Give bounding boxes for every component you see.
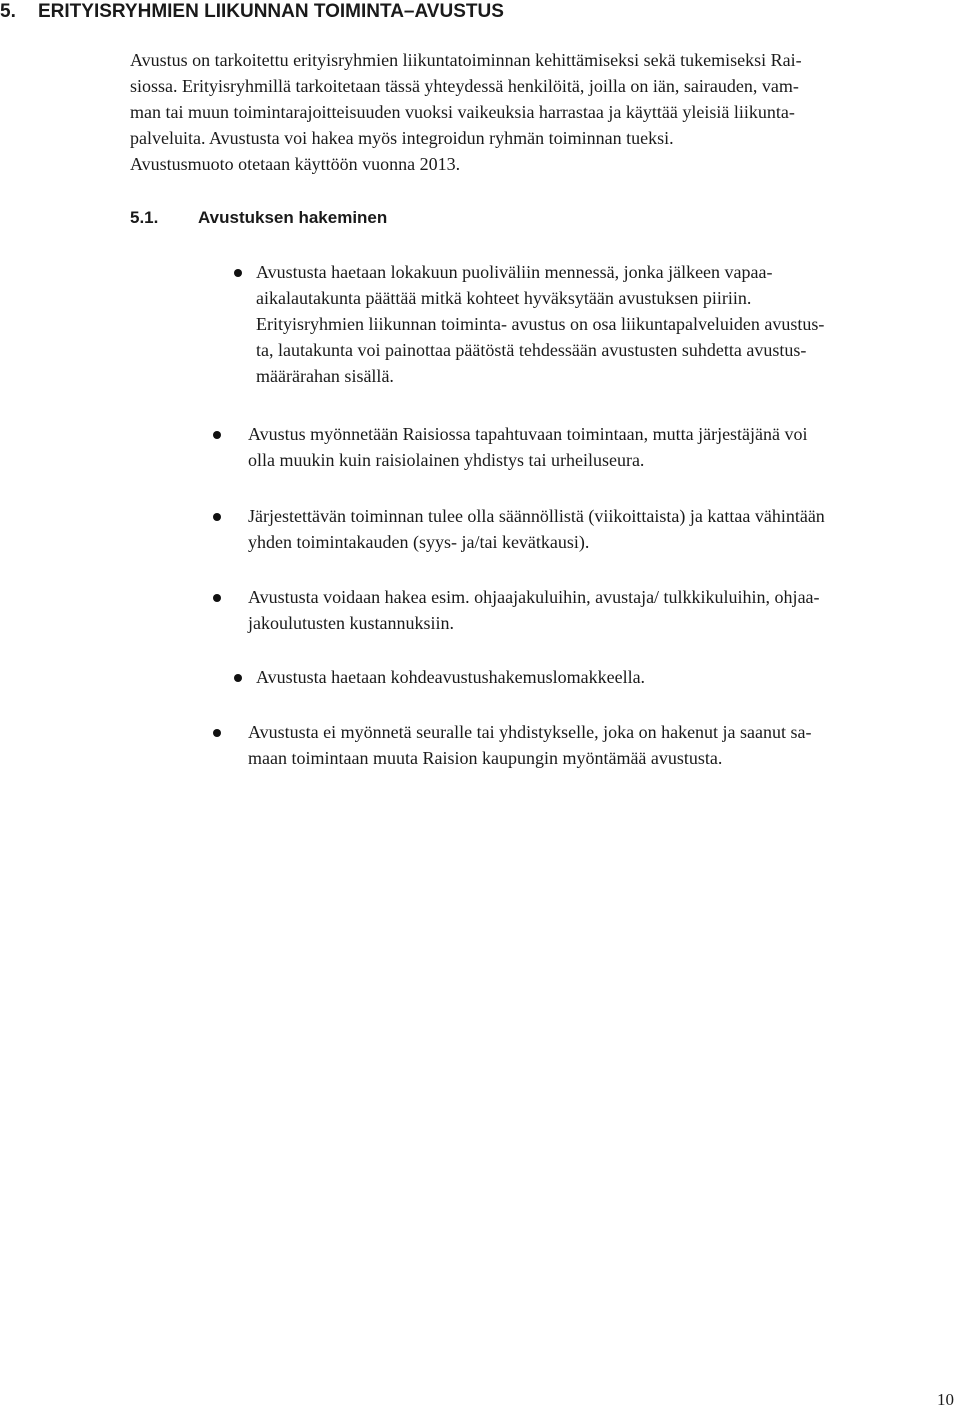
bullet-text bbox=[248, 421, 808, 473]
bullet-dot-icon bbox=[213, 729, 221, 737]
bullet-line: Avustusta haetaan lokakuun puoliväliin mennessä, jonka jälkeen vapaa- bbox=[256, 262, 773, 282]
bullet-line: Avustusta voidaan hakea esim. ohjaajakuluihin, avustaja/ tulkkikuluihin, ohjaa- bbox=[248, 587, 820, 607]
intro-line: siossa. Erityisryhmillä tarkoitetaan tässä yhteydessä henkilöitä, joilla on iän, sairauden, vam- bbox=[130, 76, 799, 96]
page-number: 10 bbox=[937, 1390, 954, 1409]
bullet-line: yhden toimintakauden (syys- ja/tai kevätkausi). bbox=[248, 532, 590, 552]
section-title: ERITYISRYHMIEN LIIKUNNAN TOIMINTA–AVUSTUS bbox=[38, 1, 504, 22]
bullet-line: olla muukin kuin raisiolainen yhdistys tai urheiluseura. bbox=[248, 450, 645, 470]
subsection-title: Avustuksen hakeminen bbox=[198, 208, 388, 227]
intro-line: palveluita. Avustusta voi hakea myös integroidun ryhmän toiminnan tueksi. bbox=[130, 128, 674, 148]
subsection-number: 5.1. bbox=[130, 208, 159, 227]
bullet-dot-icon bbox=[234, 674, 242, 682]
bullet-dot-icon bbox=[213, 594, 221, 602]
section-heading bbox=[0, 0, 940, 24]
bullet-line: määrärahan sisällä. bbox=[256, 366, 394, 386]
bullet-dot-icon bbox=[213, 431, 221, 439]
bullet-text bbox=[248, 503, 825, 555]
bullet-text bbox=[248, 584, 820, 636]
bullet-text bbox=[256, 259, 824, 389]
bullet-line: Avustusta ei myönnetä seuralle tai yhdistykselle, joka on hakenut ja saanut sa- bbox=[248, 722, 812, 742]
bullet-dot-icon bbox=[213, 513, 221, 521]
bullet-dot-icon bbox=[234, 269, 242, 277]
bullet-text bbox=[248, 719, 812, 771]
bullet-line: Avustusta haetaan kohdeavustushakemuslomakkeella. bbox=[256, 667, 646, 687]
bullet-line: jakoulutusten kustannuksiin. bbox=[248, 613, 454, 633]
intro-line: Avustus on tarkoitettu erityisryhmien liikuntatoiminnan kehittämiseksi sekä tukemiseksi Rai- bbox=[130, 50, 802, 70]
subsection-heading bbox=[130, 207, 387, 229]
bullet-line: aikalautakunta päättää mitkä kohteet hyväksytään avustuksen piiriin. bbox=[256, 288, 752, 308]
bullet-line: Järjestettävän toiminnan tulee olla säännöllistä (viikoittaista) ja kattaa vähintään bbox=[248, 506, 825, 526]
bullet-line: Avustus myönnetään Raisiossa tapahtuvaan toimintaan, mutta järjestäjänä voi bbox=[248, 424, 808, 444]
intro-line: Avustusmuoto otetaan käyttöön vuonna 2013. bbox=[130, 154, 461, 174]
bullet-line: Erityisryhmien liikunnan toiminta- avustus on osa liikuntapalveluiden avustus- bbox=[256, 314, 825, 334]
bullet-line: maan toimintaan muuta Raision kaupungin myöntämää avustusta. bbox=[248, 748, 723, 768]
bullet-text bbox=[256, 664, 645, 690]
intro-line: man tai muun toimintarajoitteisuuden vuoksi vaikeuksia harrastaa ja käyttää yleisiä liikunta- bbox=[130, 102, 795, 122]
section-number: 5. bbox=[0, 1, 16, 22]
bullet-line: ta, lautakunta voi painottaa päätöstä tehdessään avustusten suhdetta avustus- bbox=[256, 340, 807, 360]
intro-paragraph bbox=[130, 47, 953, 177]
